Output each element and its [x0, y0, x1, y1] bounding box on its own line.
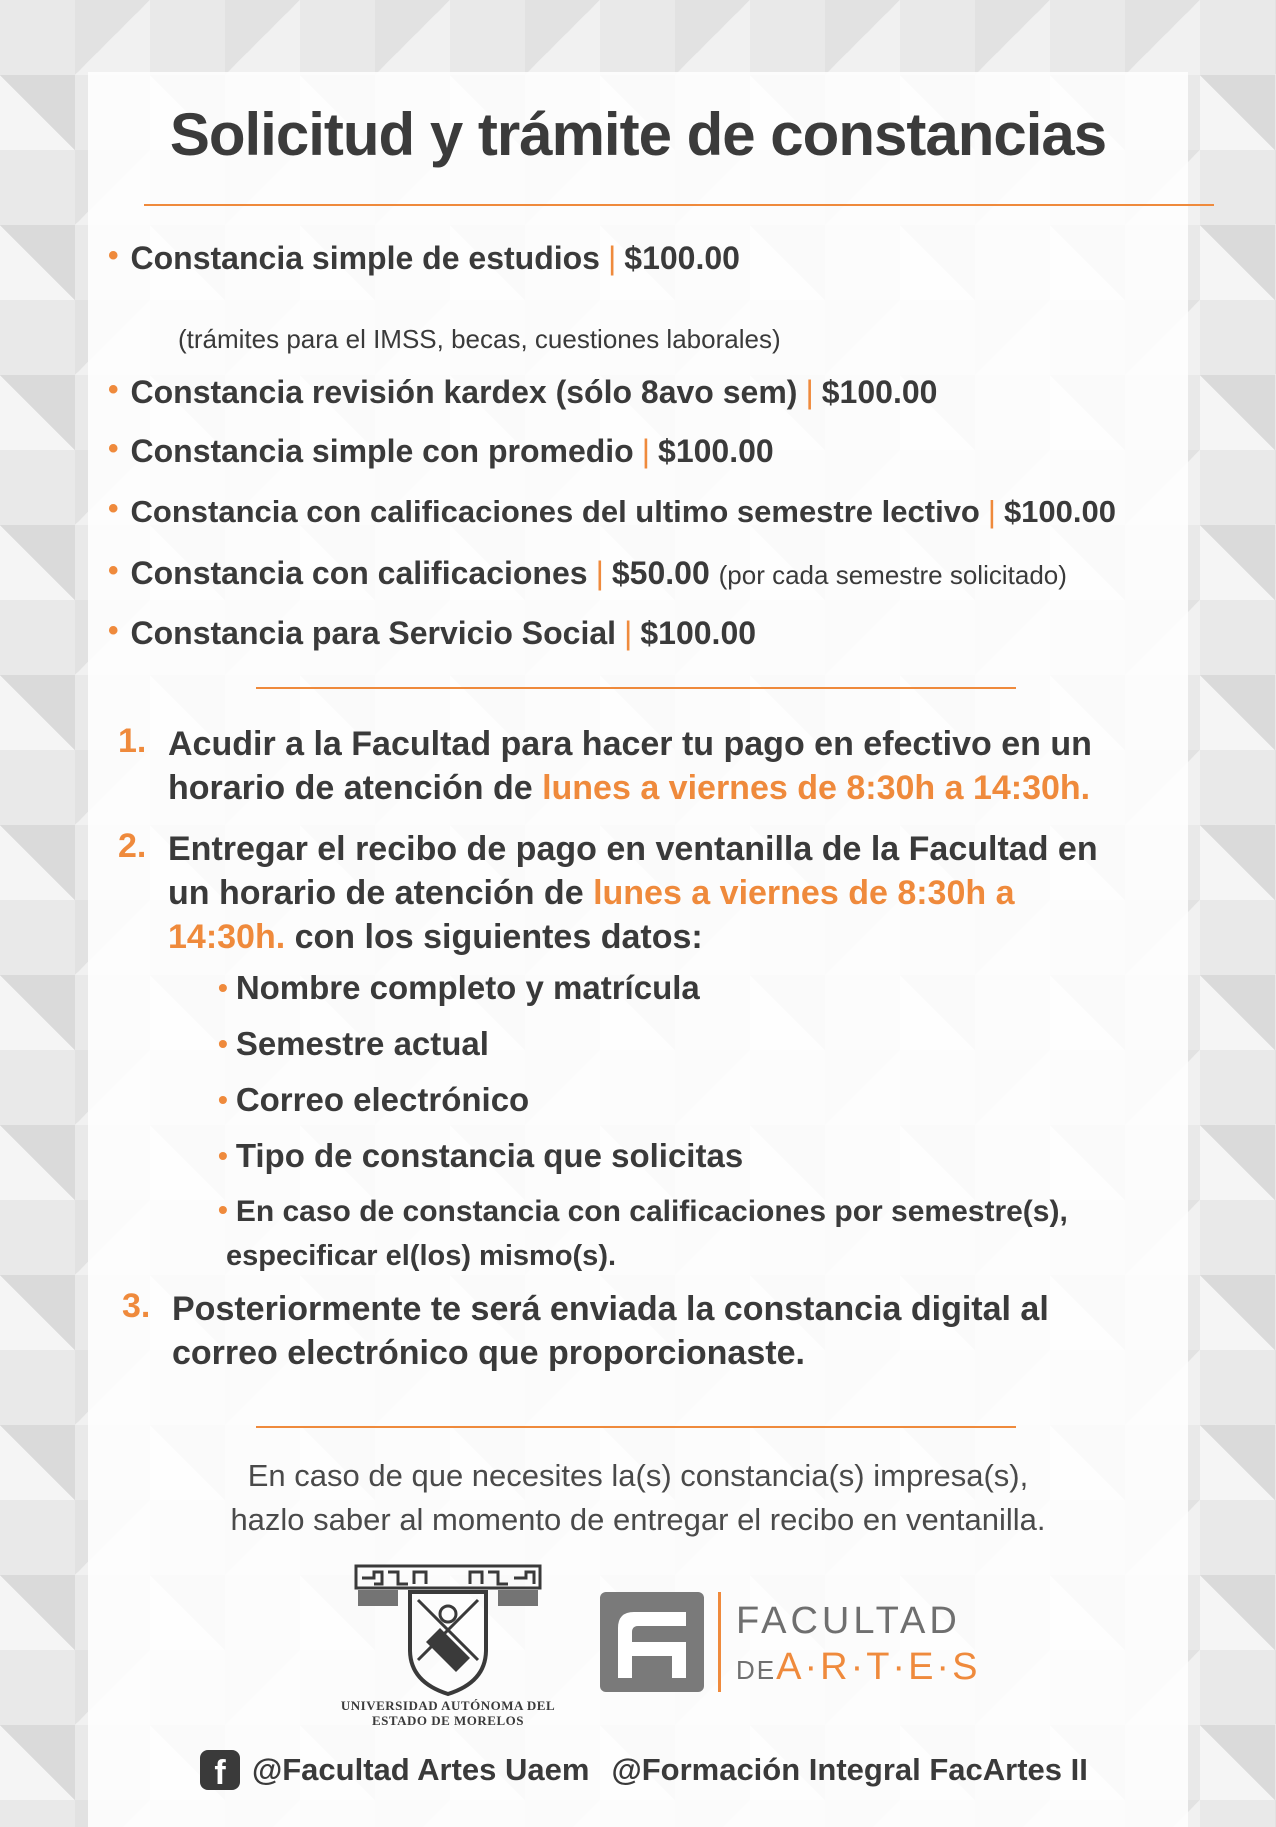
bullet-icon: •: [108, 554, 119, 587]
list-item: • Nombre completo y matrícula: [218, 969, 700, 1006]
closing-note: [88, 1454, 1188, 1542]
facebook-handle-2[interactable]: @Formación Integral FacArtes II: [611, 1752, 1088, 1787]
bullet-icon: •: [218, 1028, 228, 1059]
schedule-highlight: lunes a viernes de 8:30h a 14:30h.: [542, 769, 1091, 807]
bullet-icon: •: [108, 373, 119, 406]
facultad-artes-mark-icon: [600, 1592, 704, 1692]
price-value: $100.00: [658, 433, 774, 469]
logo-divider: [718, 1592, 721, 1692]
list-item: • Semestre actual: [218, 1025, 489, 1062]
price-separator: |: [595, 555, 604, 591]
bullet-icon: •: [108, 614, 119, 647]
bullet-icon: •: [108, 492, 119, 525]
step-text: Acudir a la Facultad para hacer tu pago en efectivo en un horario de atención de lunes a viernes de 8:30h a 14:30h.: [168, 725, 1092, 807]
price-item: [108, 494, 1116, 530]
price-item-label: Constancia con calificaciones del ultimo semestre lectivo: [130, 494, 980, 529]
facultad-artes-logo: [600, 1592, 981, 1712]
social-handles: [200, 1750, 1100, 1790]
price-value: $100.00: [1003, 494, 1116, 529]
price-item-label: Constancia revisión kardex (sólo 8avo sem): [130, 374, 798, 410]
price-separator: |: [607, 240, 617, 276]
price-separator: |: [805, 374, 814, 410]
price-separator: |: [987, 494, 996, 529]
price-sub-note: (trámites para el IMSS, becas, cuestiones laborales): [178, 324, 781, 354]
facebook-handle-1[interactable]: @Facultad Artes Uaem: [252, 1752, 590, 1787]
closing-line-2: hazlo saber al momento de entregar el recibo en ventanilla.: [230, 1502, 1046, 1537]
bullet-icon: •: [218, 1194, 228, 1225]
bullet-icon: •: [218, 1140, 228, 1171]
step-number: 2.: [118, 827, 147, 865]
closing-line-1: En caso de que necesites la(s) constancia(s) impresa(s),: [247, 1458, 1029, 1493]
price-separator: |: [641, 433, 651, 469]
bullet-icon: •: [218, 972, 228, 1003]
step-number: 3.: [122, 1287, 151, 1325]
facebook-icon: f: [200, 1750, 240, 1790]
price-item: [108, 555, 1067, 592]
uaem-logo: [338, 1558, 558, 1758]
list-item: • Correo electrónico: [218, 1081, 530, 1118]
step-text: Posteriormente te será enviada la constancia digital al correo electrónico que proporcionaste.: [172, 1290, 1049, 1372]
price-item: [108, 374, 937, 411]
price-value: $100.00: [821, 374, 938, 410]
step-text: Entregar el recibo de pago en ventanilla de la Facultad en un horario de atención de lunes a viernes de 8:30h a 14:30h. con los siguientes datos:: [168, 830, 1098, 956]
logos-row: [88, 1558, 1188, 1748]
price-separator: |: [624, 615, 633, 651]
price-note: (por cada semestre solicitado): [718, 560, 1067, 590]
price-item: [108, 240, 740, 277]
price-item-label: Constancia simple con promedio: [130, 433, 634, 469]
price-item: [108, 433, 774, 470]
price-value: $50.00: [611, 555, 710, 591]
price-value: $100.00: [640, 615, 757, 651]
list-item-continuation: especificar el(los) mismo(s).: [226, 1240, 617, 1272]
list-item: • Tipo de constancia que solicitas: [218, 1137, 744, 1174]
bullet-icon: •: [108, 432, 119, 465]
divider-top: [144, 204, 1214, 206]
price-item-label: Constancia simple de estudios: [130, 240, 600, 276]
flyer-card: [88, 72, 1188, 1827]
page-title: Solicitud y trámite de constancias: [169, 101, 1107, 168]
price-item-label: Constancia para Servicio Social: [130, 615, 617, 651]
bullet-icon: •: [108, 239, 119, 272]
price-item: [108, 615, 756, 652]
uaem-crest-icon: [348, 1558, 548, 1698]
divider-middle: [256, 687, 1016, 689]
bullet-icon: •: [218, 1084, 228, 1115]
price-value: $100.00: [624, 240, 740, 276]
uaem-name-line-2: ESTADO DE MORELOS: [371, 1713, 524, 1728]
price-item-label: Constancia con calificaciones: [130, 555, 588, 591]
schedule-highlight: lunes a viernes de 8:30h a 14:30h.: [168, 874, 1015, 956]
list-item: • En caso de constancia con calificaciones por semestre(s), especificar el(los) mismo(s).: [218, 1190, 1168, 1278]
facultad-label: FACULTAD: [736, 1600, 961, 1642]
uaem-name-line-1: UNIVERSIDAD AUTÓNOMA DEL: [340, 1698, 556, 1713]
step-number: 1.: [118, 722, 147, 760]
de-artes-label: DEA·R·T·E·S: [736, 1646, 981, 1688]
divider-bottom: [256, 1426, 1016, 1428]
